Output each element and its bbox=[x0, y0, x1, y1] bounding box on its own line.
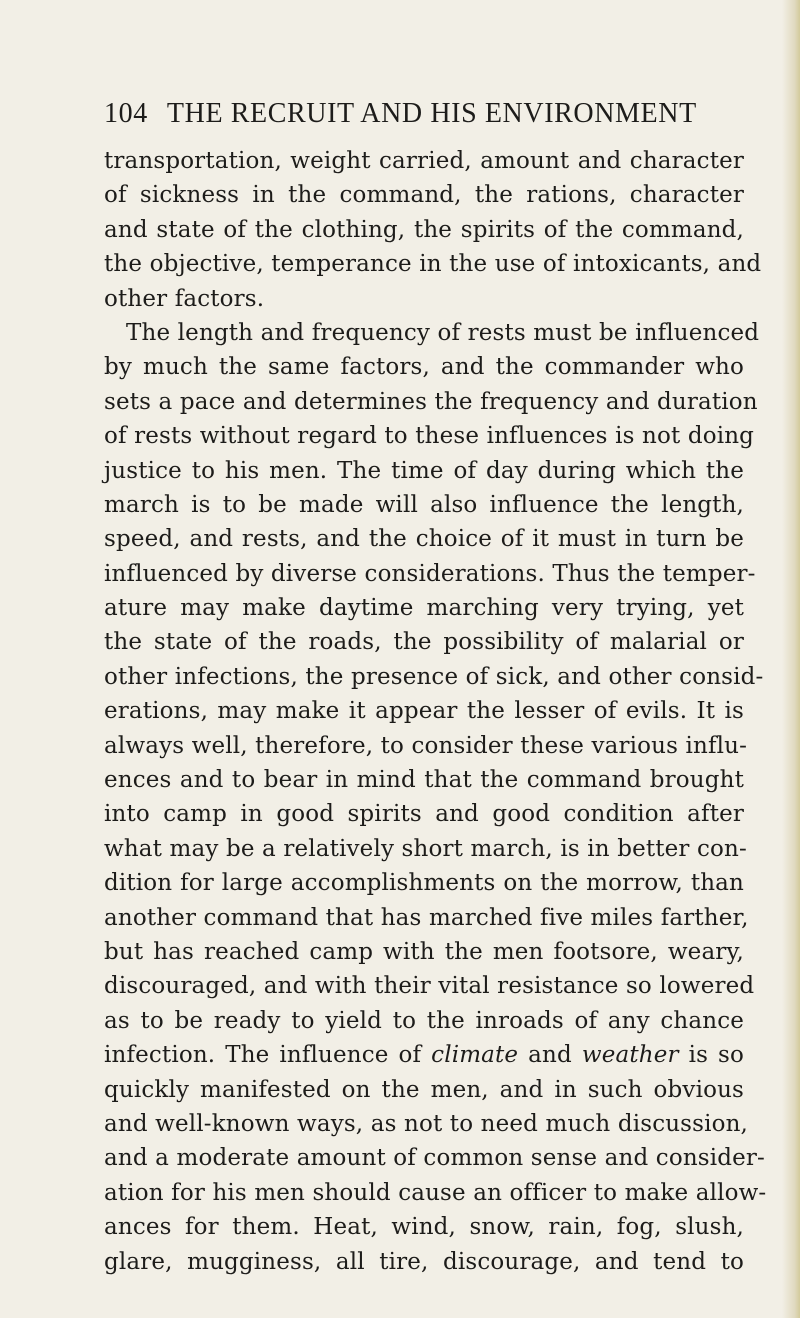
body-text bbox=[104, 144, 767, 1279]
text-line: influenced by diverse considerations. Thus the temper- bbox=[104, 560, 756, 587]
text-line: of sickness in the command, the rations, character bbox=[104, 182, 744, 209]
text-line: but has reached camp with the men footsore, weary, bbox=[104, 938, 744, 965]
text-line: and a moderate amount of common sense and consider- bbox=[104, 1145, 765, 1172]
text-line: ances for them. Heat, wind, snow, rain, fog, slush, bbox=[104, 1214, 744, 1241]
text-line: quickly manifested on the men, and in such obvious bbox=[104, 1076, 744, 1103]
line-start: infection. The influence of bbox=[104, 1042, 432, 1069]
line-middle: and bbox=[518, 1042, 582, 1069]
text-line: another command that has marched five miles farther, bbox=[104, 904, 749, 931]
text-line: ature may make daytime marching very trying, yet bbox=[104, 595, 744, 622]
text-line: by much the same factors, and the commander who bbox=[104, 354, 744, 381]
text-line: as to be ready to yield to the inroads of any chance bbox=[104, 1007, 744, 1034]
text-line: and state of the clothing, the spirits of the command, bbox=[104, 216, 744, 243]
running-header bbox=[104, 96, 744, 132]
text-line: speed, and rests, and the choice of it must in turn be bbox=[104, 526, 744, 553]
italic-term-weather: weather bbox=[581, 1042, 679, 1069]
text-line: dition for large accomplishments on the morrow, than bbox=[104, 870, 744, 897]
text-line: march is to be made will also influence the length, bbox=[104, 491, 744, 518]
text-line: of rests without regard to these influences is not doing bbox=[104, 423, 755, 450]
text-line: always well, therefore, to consider these various influ- bbox=[104, 732, 748, 759]
text-line: other infections, the presence of sick, and other consid- bbox=[104, 663, 764, 690]
page-edge-shading bbox=[782, 0, 800, 1318]
text-line-with-italics bbox=[104, 1038, 744, 1072]
text-line: other factors. bbox=[104, 285, 265, 312]
italic-term-climate: climate bbox=[431, 1042, 519, 1069]
text-line: into camp in good spirits and good condition after bbox=[104, 801, 744, 828]
text-line: justice to his men. The time of day during which the bbox=[104, 457, 744, 484]
text-line: ation for his men should cause an officer to make allow- bbox=[104, 1179, 767, 1206]
page-number: 104 bbox=[104, 98, 148, 129]
text-line: the state of the roads, the possibility of malarial or bbox=[104, 629, 744, 656]
text-line: erations, may make it appear the lesser of evils. It is bbox=[104, 698, 744, 725]
text-line: what may be a relatively short march, is in better con- bbox=[104, 835, 747, 862]
text-line: discouraged, and with their vital resistance so lowered bbox=[104, 973, 755, 1000]
text-line: The length and frequency of rests must be influenced bbox=[126, 319, 760, 346]
text-line: ences and to bear in mind that the command brought bbox=[104, 767, 744, 794]
text-line: and well-known ways, as not to need much discussion, bbox=[104, 1110, 749, 1137]
running-title: THE RECRUIT AND HIS ENVIRONMENT bbox=[166, 98, 697, 129]
text-line: transportation, weight carried, amount and character bbox=[104, 148, 744, 174]
text-line: glare, mugginess, all tire, discourage, and tend to bbox=[104, 1248, 744, 1275]
text-line: sets a pace and determines the frequency and duration bbox=[104, 388, 758, 415]
text-line: the objective, temperance in the use of intoxicants, and bbox=[104, 251, 762, 278]
line-end: is so bbox=[678, 1042, 744, 1069]
